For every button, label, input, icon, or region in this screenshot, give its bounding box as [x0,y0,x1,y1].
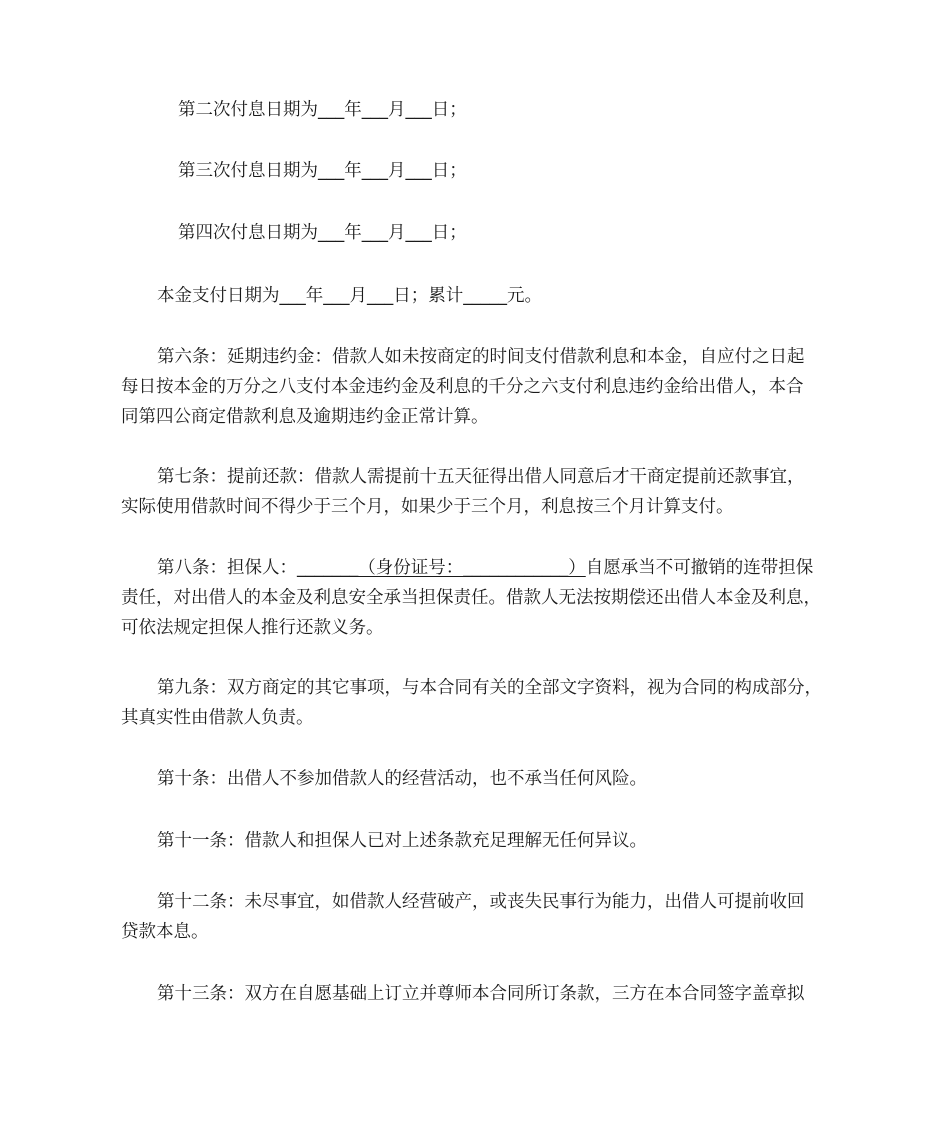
article-13-line-1: 第十三条：双方在自愿基础上订立并尊师本合同所订条款，三方在本合同签字盖章拟 [157,984,805,1004]
article-8-line-3: 可依法规定担保人推行还款义务。 [121,618,384,638]
article-8-line-2: 责任，对出借人的本金及利息安全承当担保责任。借款人无法按期偿还出借人本金及利息， [121,588,821,608]
payment-date-4: 第四次付息日期为___年___月___日； [178,223,467,243]
article-6-line-1: 第六条：延期违约金：借款人如未按商定的时间支付借款利息和本金，自应付之日起 [157,347,805,367]
article-10: 第十条：出借人不参加借款人的经营活动，也不承当任何风险。 [157,769,647,789]
article-9-line-2: 其真实性由借款人负责。 [121,708,314,728]
guarantor-id-blank: _______（身份证号：____________） [297,558,586,578]
payment-date-2: 第二次付息日期为___年___月___日； [178,100,467,120]
article-8-line-1 [157,553,813,583]
article-9-line-1: 第九条：双方商定的其它事项，与本合同有关的全部文字资料，视为合同的构成部分， [157,678,822,698]
article-11: 第十一条：借款人和担保人已对上述条款充足理解无任何异议。 [157,831,647,851]
article-7-line-2: 实际使用借款时间不得少于三个月，如果少于三个月，利息按三个月计算支付。 [121,497,734,517]
article-12-line-2: 贷款本息。 [121,922,209,942]
payment-date-3: 第三次付息日期为___年___月___日； [178,161,467,181]
article-6-line-2: 每日按本金的万分之八支付本金违约金及利息的千分之六支付利息违约金给出借人，本合 [121,377,804,397]
article-12-line-1: 第十二条：未尽事宜，如借款人经营破产，或丧失民事行为能力，出借人可提前收回 [157,892,805,912]
article-7-line-1: 第七条：提前还款：借款人需提前十五天征得出借人同意后才干商定提前还款事宜， [157,467,805,487]
article-6-line-3: 同第四公商定借款利息及逾期违约金正常计算。 [121,407,489,427]
article-8-suffix: 自愿承当不可撤销的连带担保 [585,558,814,578]
article-8-prefix: 第八条：担保人： [157,558,297,578]
principal-payment-line: 本金支付日期为___年___月___日；累计_____元。 [157,286,542,306]
